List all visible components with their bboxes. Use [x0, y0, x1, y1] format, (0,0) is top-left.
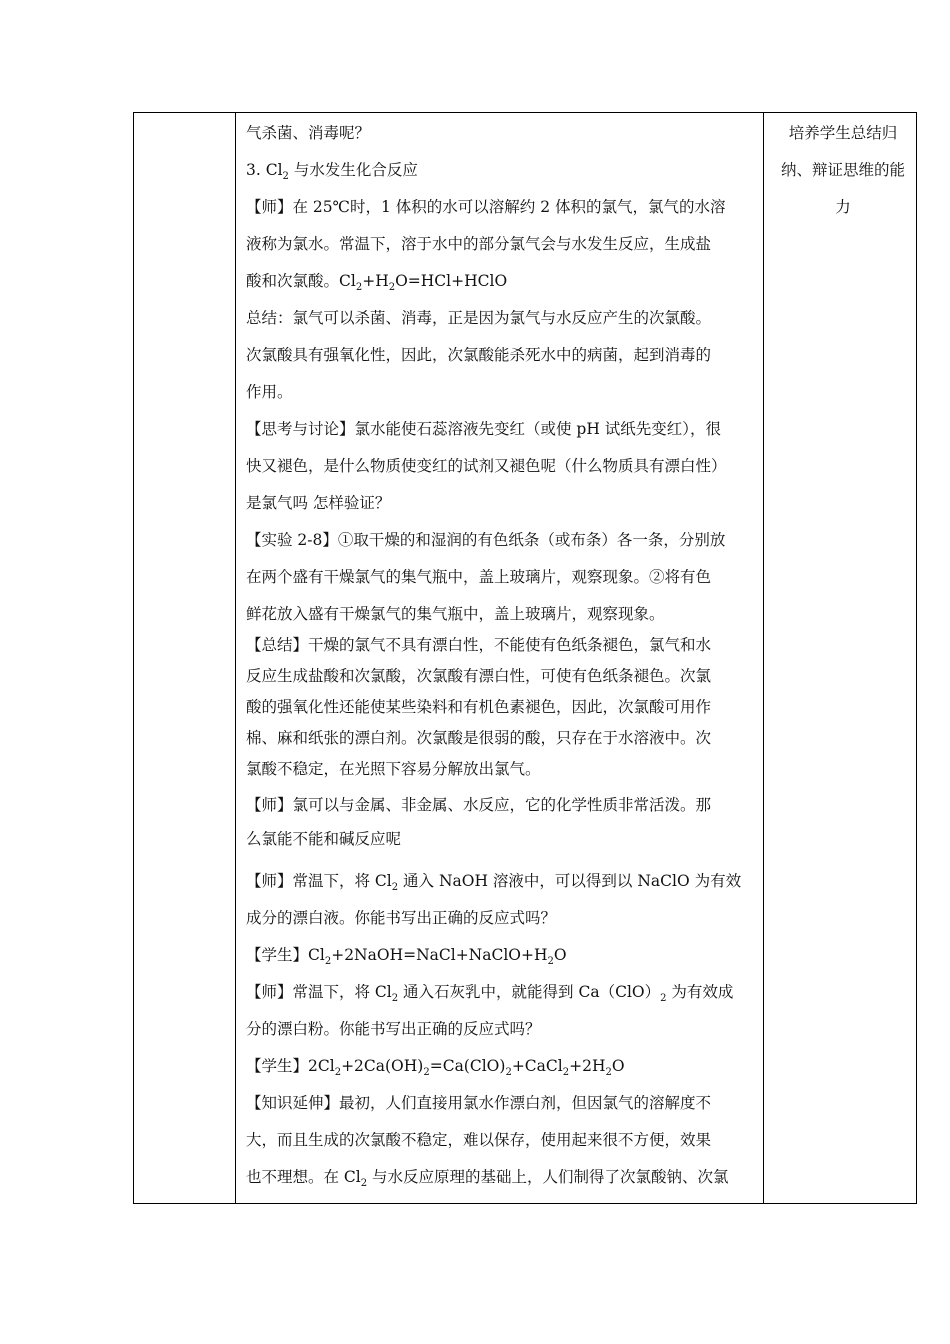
- content-line: 快又褪色，是什么物质使变红的试剂又褪色呢（什么物质具有漂白性）: [246, 457, 727, 475]
- content-line: 【学生】$2Cl_2+2Ca(OH)_2=Ca(ClO)_2+CaCl_2+2H_2O$: [246, 1057, 625, 1078]
- content-line: 【师】常温下，将 $Cl_2$ 通入石灰乳中，就能得到 $Ca(ClO)_2$ 为有效成: [246, 983, 734, 1004]
- content-line: 酸和次氯酸。$Cl_2+H_2O=HCl+HClO$: [246, 272, 508, 293]
- design-intent-line: 培养学生总结归: [788, 124, 898, 142]
- content-line: 分的漂白粉。你能书写出正确的反应式吗？: [246, 1020, 541, 1038]
- content-line: 液称为氯水。常温下，溶于水中的部分氯气会与水发生反应，生成盐: [246, 235, 712, 253]
- content-line: 【学生】$Cl_2+2NaOH=NaCl+NaClO+H_2O$: [246, 946, 567, 967]
- content-line: 【师】常温下，将 $Cl_2$ 通入 NaOH 溶液中，可以得到以 NaClO 为有效: [246, 872, 742, 893]
- content-line: 【思考与讨论】氯水能使石蕊溶液先变红（或使 pH 试纸先变红），很: [246, 420, 722, 438]
- column-divider-2: [763, 113, 764, 1203]
- content-line: 鲜花放入盛有干燥氯气的集气瓶中，盖上玻璃片，观察现象。: [246, 605, 665, 623]
- content-line: 3. $Cl_2$ 与水发生化合反应: [246, 161, 418, 182]
- content-line: 气杀菌、消毒呢？: [246, 124, 371, 142]
- content-line: 【知识延伸】最初，人们直接用氯水作漂白剂，但因氯气的溶解度不: [246, 1094, 712, 1112]
- content-line: 作用。: [246, 383, 293, 401]
- design-intent-line: 力: [835, 198, 851, 216]
- content-line: 【实验 2-8】①取干燥的和湿润的有色纸条（或布条）各一条，分别放: [246, 531, 726, 549]
- lesson-table: [133, 112, 917, 1204]
- content-line: 成分的漂白液。你能书写出正确的反应式吗？: [246, 909, 557, 927]
- content-line: 在两个盛有干燥氯气的集气瓶中，盖上玻璃片，观察现象。②将有色: [246, 568, 712, 586]
- content-line: 么氯能不能和碱反应呢: [246, 830, 402, 848]
- content-line: 棉、麻和纸张的漂白剂。次氯酸是很弱的酸，只存在于水溶液中。次: [246, 729, 712, 747]
- content-line: 【师】氯可以与金属、非金属、水反应，它的化学性质非常活泼。那: [246, 796, 712, 814]
- content-line: 也不理想。在 $Cl_2$ 与水反应原理的基础上，人们制得了次氯酸钠、次氯: [246, 1168, 729, 1189]
- content-line: 大，而且生成的次氯酸不稳定，难以保存，使用起来很不方便，效果: [246, 1131, 712, 1149]
- design-intent-line: 纳、辩证思维的能: [780, 161, 905, 179]
- content-line: 氯酸不稳定，在光照下容易分解放出氯气。: [246, 760, 541, 778]
- content-line: 酸的强氧化性还能使某些染料和有机色素褪色，因此，次氯酸可用作: [246, 698, 712, 716]
- content-line: 总结：氯气可以杀菌、消毒，正是因为氯气与水反应产生的次氯酸。: [246, 309, 712, 327]
- content-line: 是氯气吗 怎样验证？: [246, 494, 391, 512]
- column-divider-1: [235, 113, 236, 1203]
- content-line: 反应生成盐酸和次氯酸，次氯酸有漂白性，可使有色纸条褪色。次氯: [246, 667, 712, 685]
- content-line: 【总结】干燥的氯气不具有漂白性，不能使有色纸条褪色，氯气和水: [246, 636, 712, 654]
- content-line: 次氯酸具有强氧化性，因此，次氯酸能杀死水中的病菌，起到消毒的: [246, 346, 712, 364]
- content-line: 【师】在 25℃时，1 体积的水可以溶解约 2 体积的氯气，氯气的水溶: [246, 198, 726, 216]
